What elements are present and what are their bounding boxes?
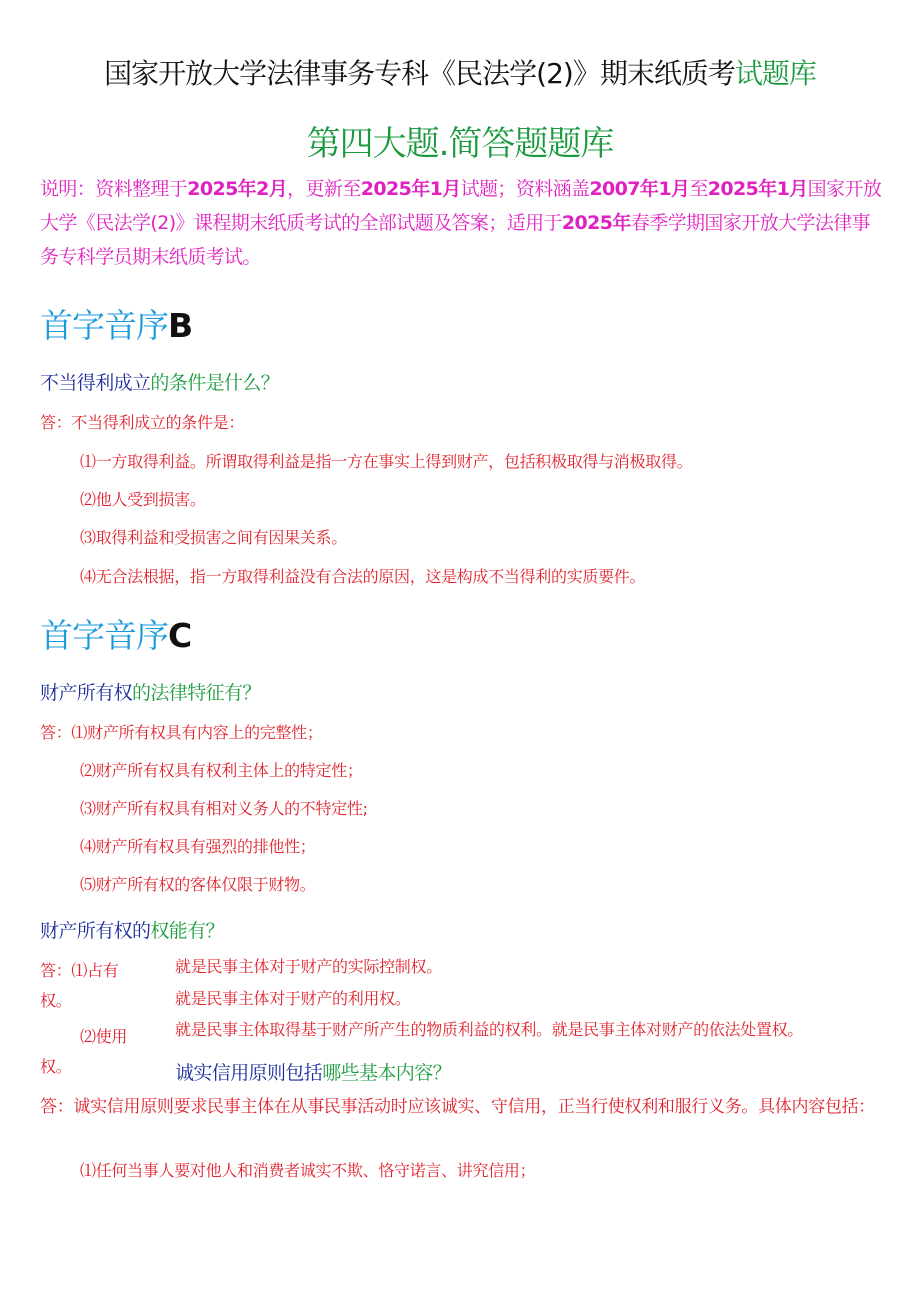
- intro-note: [40, 172, 885, 274]
- answer-3-left: 权。: [40, 991, 72, 1010]
- intro-date: 2025年1月: [707, 178, 808, 200]
- intro-date: 2007年1月: [589, 178, 690, 200]
- intro-text: 国家开放大学《民法学(2)》课程期末纸质考试的全部试题及答案；适用于: [40, 178, 882, 234]
- question-keyword: 财产所有权: [40, 682, 133, 704]
- intro-date: 2025年: [561, 212, 631, 234]
- answer-1-lead: 答：不当得利成立的条件是：: [40, 413, 245, 432]
- intro-text: 试题；资料涵盖: [460, 178, 590, 200]
- section-letter: C: [168, 616, 192, 655]
- intro-text: 至: [689, 178, 708, 200]
- answer-3-right: 就是民事主体对于财产的实际控制权。: [175, 957, 442, 976]
- question-rest: 哪些基本内容？: [322, 1062, 452, 1084]
- answer-2-item: ⑷财产所有权具有强烈的排他性；: [80, 837, 316, 856]
- intro-text: ，更新至: [287, 178, 361, 200]
- answer-2-item: ⑸财产所有权的客体仅限于财物。: [80, 875, 316, 894]
- section-label: 首字音序: [40, 616, 168, 655]
- answer-2-item: ⑶财产所有权具有相对义务人的不特定性;: [80, 799, 368, 818]
- question-rest: 权能有？: [150, 920, 225, 942]
- answer-1-item: ⑷无合法根据，指一方取得利益没有合法的原因，这是构成不当得利的实质要件。: [80, 567, 646, 586]
- answer-3-right: 就是民事主体取得基于财产所产生的物质利益的权利。就是民事主体对财产的依法处置权。: [175, 1020, 804, 1039]
- answer-3-left: 权。: [40, 1057, 72, 1076]
- answer-4-lead: 答：诚实信用原则要求民事主体在从事民事活动时应该诚实、守信用，正当行使权利和服行义务。具体内容包括：: [40, 1097, 875, 1117]
- answer-2-item: ⑵财产所有权具有权利主体上的特定性；: [80, 761, 363, 780]
- answer-1-item: ⑵他人受到损害。: [80, 490, 206, 509]
- section-subtitle: 第四大题.简答题题库: [306, 124, 614, 164]
- question-rest: 的法律特征有？: [132, 682, 261, 704]
- question-keyword: 财产所有权的: [40, 920, 151, 942]
- answer-4-item: ⑴任何当事人要对他人和消费者诚实不欺、恪守诺言、讲究信用；: [80, 1161, 536, 1180]
- answer-3-right: 就是民事主体对于财产的利用权。: [175, 989, 411, 1008]
- answer-2-item: 答：⑴财产所有权具有内容上的完整性；: [40, 723, 323, 742]
- intro-date: 2025年1月: [360, 178, 461, 200]
- question-4: [175, 1058, 451, 1085]
- section-label: 首字音序: [40, 306, 168, 345]
- question-3: [40, 916, 224, 943]
- answer-1-item: ⑴一方取得利益。所谓取得利益是指一方在事实上得到财产，包括积极取得与消极取得。: [80, 452, 693, 471]
- answer-1-item: ⑶取得利益和受损害之间有因果关系。: [80, 528, 347, 547]
- answer-3-left: ⑵使用: [80, 1027, 128, 1046]
- intro-text: 说明：资料整理于: [40, 178, 188, 200]
- section-heading-c: [40, 610, 191, 657]
- title-highlight: 试题库: [734, 57, 816, 90]
- intro-text: 春季学期国家开放大学法律事务专科学员期末纸质考试。: [40, 212, 871, 268]
- answer-3-left: 答：⑴占有: [40, 961, 119, 980]
- question-1: [40, 368, 279, 395]
- question-2: [40, 678, 261, 705]
- question-keyword: 诚实信用原则包括: [175, 1062, 323, 1084]
- title-main: 国家开放大学法律事务专科《民法学(2)》期末纸质考: [104, 57, 735, 90]
- document-title: [0, 52, 920, 92]
- section-letter: B: [168, 306, 193, 345]
- section-heading-b: [40, 300, 192, 347]
- question-rest: 的条件是什么？: [150, 372, 280, 394]
- question-keyword: 不当得利成立: [40, 372, 151, 394]
- intro-date: 2025年2月: [187, 178, 288, 200]
